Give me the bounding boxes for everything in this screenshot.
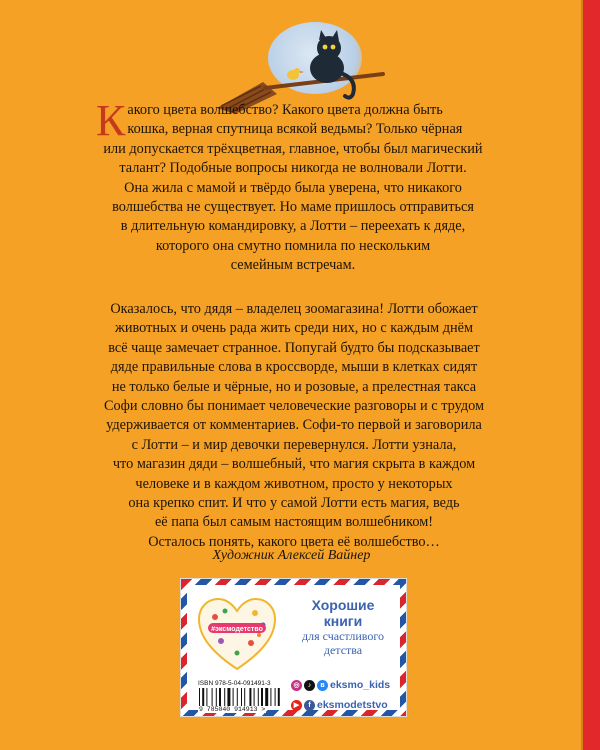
drop-cap: К — [96, 96, 126, 145]
vk-icon[interactable]: в — [317, 680, 328, 691]
blurb-paragraph-1 — [88, 96, 498, 276]
blurb-line: всё чаще замечает странное. Попугай будто бы подсказывает — [108, 339, 480, 356]
blurb-line: в длительную командировку, а Лотти – переехать к дяде, — [120, 218, 466, 235]
tagline-line: детства — [323, 643, 363, 657]
blurb-line: или допускается трёхцветная, главное, чтобы был магический — [103, 140, 483, 157]
blurb-line: Осталось понять, какого цвета её волшебство… — [148, 533, 440, 550]
tagline-line: книги — [323, 613, 363, 629]
blurb-line: волшебства не существует. Но маме пришлось отправиться — [112, 199, 474, 216]
blurb-line: кошка, верная спутница всякой ведьмы? Только чёрная — [127, 121, 463, 138]
social-row-detstvo[interactable] — [291, 699, 388, 711]
blurb-line: животных и очень рада жить среди них, но с каждым днём — [114, 320, 474, 337]
social-handle[interactable]: eksmodetstvo — [317, 699, 388, 711]
blurb-line: удерживается от комментариев. Софи-то первой и заговорила — [106, 417, 482, 434]
blurb-line: талант? Подобные вопросы никогда не волновали Лотти. — [119, 160, 467, 177]
blurb-line: что магазин дяди – волшебный, что магия скрыта в каждом — [112, 456, 476, 473]
facebook-icon[interactable]: f — [304, 700, 315, 711]
spine — [583, 0, 600, 750]
tagline-line: Хорошие — [311, 597, 375, 613]
blurb-line: она крепко спит. И что у самой Лотти есть магия, ведь — [128, 495, 460, 512]
blurb-line: её папа был самым настоящим волшебником! — [154, 514, 434, 531]
blurb-line: семейным встречам. — [230, 257, 356, 274]
artist-credit: Художник Алексей Вайнер — [212, 548, 371, 563]
isbn: ISBN 978-5-04-091491-3 — [198, 680, 271, 687]
heart-label: #эксмодетство — [211, 626, 263, 633]
youtube-icon[interactable]: ▶ — [291, 700, 302, 711]
blurb-line: акого цвета волшебство? Какого цвета должна быть — [127, 102, 443, 118]
barcode-number: 9 785040 914913 > — [199, 706, 266, 713]
blurb-line: Софи словно бы понимает человеческие разговоры и с трудом — [103, 398, 485, 415]
sticker-body — [187, 585, 400, 713]
heart-logo — [197, 597, 277, 673]
blurb-line: Оказалось, что дядя – владелец зоомагазина! Лотти обожает — [110, 301, 478, 317]
tagline — [283, 597, 403, 657]
blurb-line: дяде правильные слова в кроссворде, мыши в клетках сидят — [110, 359, 478, 376]
publisher-sticker — [180, 578, 407, 717]
blurb-line: не только белые и чёрные, но и розовые, а прелестная такса — [111, 378, 477, 395]
tiktok-icon[interactable]: ♪ — [304, 680, 315, 691]
blurb-line: с Лотти – и мир девочки перевернулся. Лотти узнала, — [131, 436, 457, 453]
blurb-line: Она жила с мамой и твёрдо была уверена, что никакого — [124, 179, 462, 196]
social-handle[interactable]: eksmo_kids — [330, 679, 391, 691]
instagram-icon[interactable]: ◎ — [291, 680, 302, 691]
blurb-line: которого она смутно помнила по нескольким — [155, 237, 431, 254]
tagline-line: для счастливого — [302, 629, 384, 643]
blurb-line: человеке и в каждом животном, просто у некоторых — [135, 475, 453, 492]
social-row-kids[interactable] — [291, 679, 390, 691]
blurb-paragraph-2 — [84, 300, 504, 552]
